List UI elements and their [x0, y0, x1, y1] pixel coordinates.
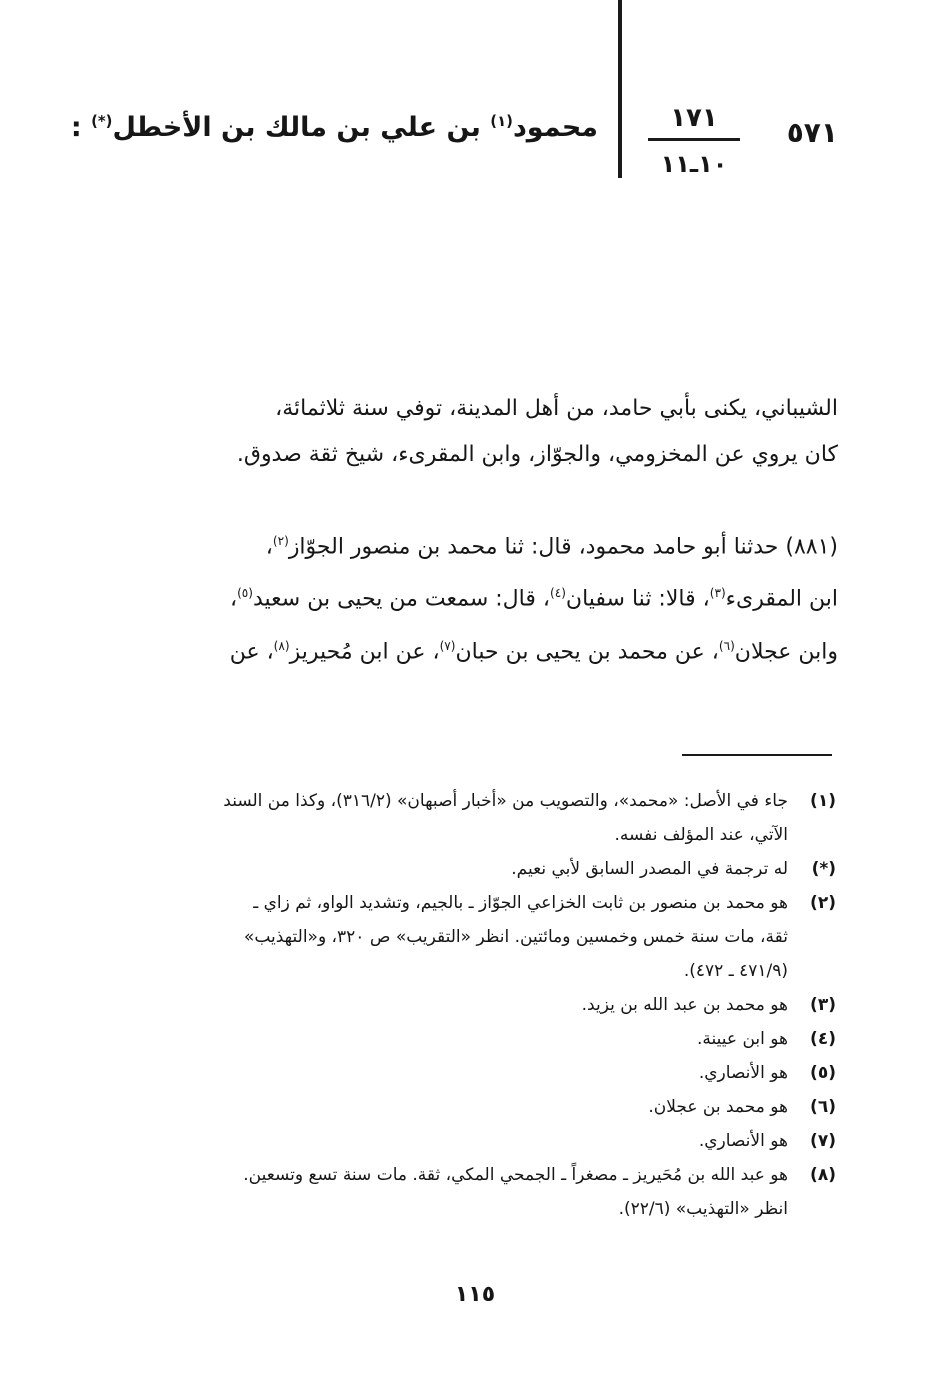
footnote-text — [130, 1124, 788, 1158]
text-run: ، عن محمد بن يحيى بن حبان — [455, 638, 719, 664]
footnote-marker: (٤) — [810, 1029, 836, 1049]
text-line — [132, 623, 838, 675]
footnote-ref[interactable]: (١) — [490, 112, 513, 130]
footnote-marker: (٨) — [810, 1165, 836, 1185]
footnote — [130, 1056, 836, 1090]
footnote-marker: (*) — [811, 859, 836, 879]
footnote-ref[interactable]: (*) — [91, 112, 113, 130]
footnote — [130, 1022, 836, 1056]
footnote-line: هو محمد بن عجلان. — [648, 1097, 788, 1117]
text-run: ، قالا: ثنا سفيان — [565, 586, 710, 612]
footnote-text — [130, 852, 788, 886]
text-run: وابن عجلان — [734, 638, 838, 664]
footnote-ref[interactable]: (٣) — [709, 586, 726, 601]
title-rest: بن علي بن مالك بن الأخطل — [112, 112, 491, 143]
hadith-paragraph — [132, 518, 838, 675]
footnote-line: هو الأنصاري. — [698, 1063, 788, 1083]
footnote-line: له ترجمة في المصدر السابق لأبي نعيم. — [511, 859, 788, 879]
text-run: ، عن — [229, 638, 274, 664]
footnote-line: هو عبد الله بن مُحَيريز ـ مصغراً ـ الجمحي المكي، ثقة. مات سنة تسع وتسعين. — [243, 1165, 788, 1185]
title-name: محمود — [512, 112, 598, 143]
footnote-marker: (٢) — [810, 893, 836, 913]
footnote-ref[interactable]: (٥) — [237, 586, 253, 601]
footnote-marker: (٥) — [810, 1063, 836, 1083]
footnote-text — [130, 784, 788, 852]
page-number: ١١٥ — [454, 1282, 496, 1307]
footnote-marker: (٣) — [810, 995, 836, 1015]
entry-number: ٥٧١ — [786, 116, 838, 149]
footnote-ref[interactable]: (٨) — [273, 638, 290, 653]
footnotes-section — [130, 784, 836, 1226]
biography-paragraph — [132, 386, 838, 478]
footnote-text — [130, 1090, 788, 1124]
footnote-line: ثقة، مات سنة خمس وخمسين ومائتين. انظر «التقريب» ص ٣٢٠، و«التهذيب» — [243, 927, 788, 947]
text-run: ابن المقرىء — [725, 586, 838, 612]
footnote-line: هو ابن عيينة. — [696, 1029, 788, 1049]
footnote-text — [130, 1158, 788, 1226]
footnote — [130, 1158, 836, 1226]
text-line — [132, 570, 838, 622]
text-line: الشيباني، يكنى بأبي حامد، من أهل المدينة، توفي سنة ثلاثمائة، — [275, 396, 838, 421]
footnote-ref[interactable]: (٤) — [549, 586, 566, 601]
footnote-line: انظر «التهذيب» (٢٢/٦). — [618, 1199, 788, 1219]
footnote-line: هو محمد بن عبد الله بن يزيد. — [581, 995, 788, 1015]
title-end: : — [70, 112, 92, 143]
text-run: ، — [265, 534, 273, 560]
footnote — [130, 784, 836, 852]
text-run: ، — [229, 586, 238, 612]
text-line — [132, 518, 838, 570]
footnote-line: جاء في الأصل: «محمد»، والتصويب من «أخبار أصبهان» (٣١٦/٢)، وكذا من السند — [223, 791, 788, 811]
footnote — [130, 988, 836, 1022]
footnote-line: (٤٧١/٩ ـ ٤٧٢). — [683, 961, 788, 981]
fraction-bottom: ١٠ـ١١ — [660, 150, 728, 178]
footnote-marker: (١) — [810, 791, 836, 811]
footnote — [130, 1124, 836, 1158]
footnote-ref[interactable]: (٧) — [439, 638, 456, 653]
footnote-text — [130, 1056, 788, 1090]
fraction-bar — [648, 138, 740, 141]
text-line: كان يروي عن المخزومي، والجوّاز، وابن المقرىء، شيخ ثقة صدوق. — [236, 442, 838, 467]
footnote-text — [130, 886, 788, 988]
footnote-text — [130, 988, 788, 1022]
footnote — [130, 886, 836, 988]
footnote-ref[interactable]: (٢) — [272, 534, 289, 548]
footnote-ref[interactable]: (٦) — [718, 638, 735, 653]
text-run: ، عن ابن مُحيريز — [289, 638, 440, 664]
footnote-marker: (٧) — [810, 1131, 836, 1151]
footnote-line: هو الأنصاري. — [698, 1131, 788, 1151]
footnote-marker: (٦) — [810, 1097, 836, 1117]
text-run: (٨٨١) حدثنا أبو حامد محمود، قال: ثنا محمد بن منصور الجوّاز — [288, 534, 838, 560]
fraction-top: ١٧١ — [670, 103, 718, 133]
entry-title — [70, 112, 598, 143]
footnote — [130, 852, 836, 886]
footnote — [130, 1090, 836, 1124]
reference-fraction — [648, 100, 740, 181]
footnote-separator — [682, 754, 832, 756]
footnote-line: الآتي، عند المؤلف نفسه. — [614, 825, 788, 845]
footnote-text — [130, 1022, 788, 1056]
text-run: ، قال: سمعت من يحيى بن سعيد — [253, 586, 550, 612]
header-divider — [618, 0, 622, 178]
footnote-line: هو محمد بن منصور بن ثابت الخزاعي الجوّاز ـ بالجيم، وتشديد الواو، ثم زاي ـ — [253, 893, 788, 913]
